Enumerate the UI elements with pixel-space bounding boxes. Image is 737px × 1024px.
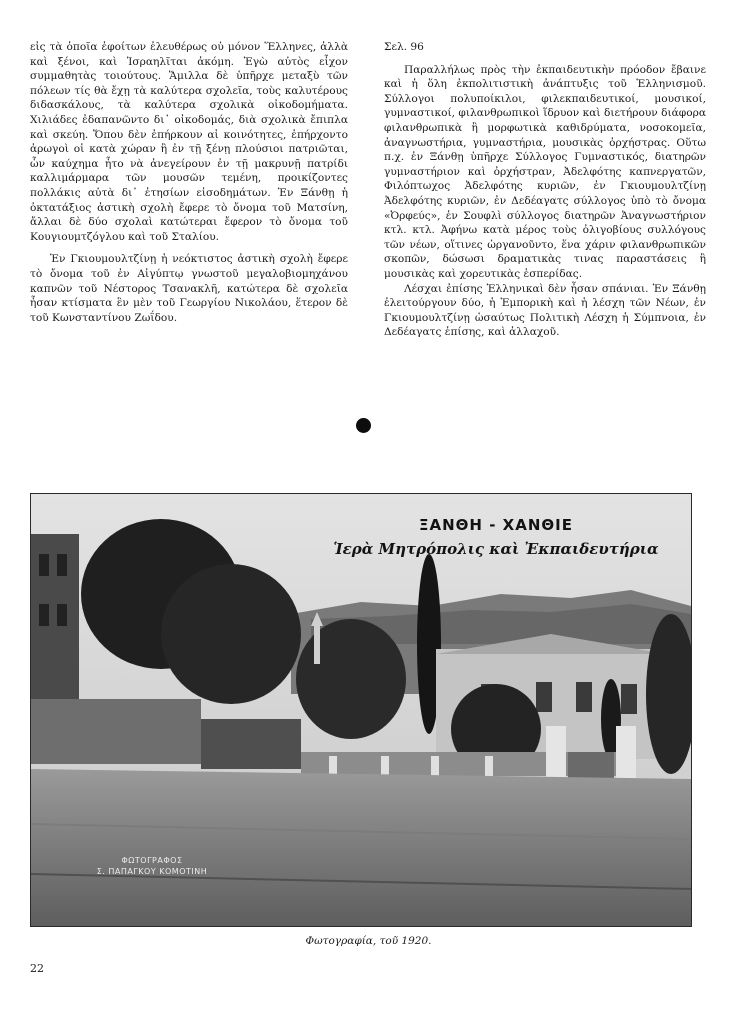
historical-photograph	[30, 493, 692, 927]
left-paragraph-2: Ἐν Γκιουμουλτζίνῃ ἡ νεόκτιστος ἀστικὴ σχολὴ ἔφερε τὸ ὄνομα τοῦ ἐν Αἰγύπτῳ γνωστοῦ μεγαλοβιομηχάνου καπνῶν τοῦ Νέστορος Τσανακλῆ, κατώτερα δὲ σχολεῖα ἦσαν κτίσματα ἓν μὲν τοῦ Γεωργίου Νικολάου, ἕτερον δὲ τοῦ Κωνσταντίνου Ζωΐδου.	[30, 253, 348, 324]
credit-line-2: Σ. ΠΑΠΑΓΚΟΥ ΚΟΜΟΤΙΝΗ	[96, 867, 208, 876]
right-column	[384, 40, 706, 340]
photo-title-line-1: ΞΑΝΘΗ - ΧΑΝΘΙΕ	[419, 516, 573, 534]
photo-title-line-2: Ἱερὰ Μητρόπολις καὶ Ἐκπαιδευτήρια	[333, 540, 659, 558]
photographer-credit	[67, 855, 237, 877]
page-reference-heading: Σελ. 96	[384, 41, 424, 53]
cobblestone-square	[31, 769, 691, 926]
left-paragraph-1: εἰς τὰ ὁποῖα ἐφοίτων ἐλευθέρως οὐ μόνον Ἕλληνες, ἀλλὰ καὶ ξένοι, καὶ Ἰσραηλῖται ἀκόμη. Ἐγὼ αὐτὸς εἶχον συμμαθητὰς τοιούτους. Ἅμιλλα δὲ ὑπῆρχε μεταξὺ τῶν πόλεων τίς θὰ ἔχῃ τὰ καλύτερα σχολεῖα, τοὺς καλυτέρους διδασκάλους, τὰ καλύτερα σχολικὰ οἰκοδομήματα. Χιλιάδες ἐδαπανῶντο δι᾽ οἰκοδομάς, διὰ σχολικὰ ἔπιπλα καὶ σκεύη. Ὅπου δὲν ἐπήρκουν αἱ κοινότητες, ἐπήρχοντο ἀρωγοὶ οἱ κατὰ χώραν ἢ ἐν τῇ ξένῃ πλούσιοι πατριῶται, ὧν καύχημα ἦτο νὰ ἀνεγείρουν ἐν τῇ μακρυνῇ πατρίδι καλλιμάρμαρα τῶν μουσῶν τεμένη, προικίζοντες πολλάκις αὐτὰ δι᾽ ἐτησίων εἰσοδημάτων. Ἐν Ξάνθῃ ἡ ὀκτατάξιος ἀστικὴ σχολὴ ἔφερε τὸ ὄνομα τοῦ Ματσίνη, ἄλλαι δὲ δύο σχολαὶ κατώτεραι ἔφερον τὸ ὄνομα τοῦ Κουγιουμτζόγλου καὶ τοῦ Σταλίου.	[30, 41, 348, 243]
page-number: 22	[30, 962, 44, 975]
right-paragraph-2: Λέσχαι ἐπίσης Ἑλληνικαὶ δὲν ἦσαν σπάνιαι. Ἐν Ξάνθῃ ἐλειτούργουν δύο, ἡ Ἐμπορικὴ καὶ ἡ λέσχη τῶν Νέων, ἐν Γκιουμουλτζίνῃ ὡσαύτως Πολιτικὴ Λέσχη ἡ Σύμπνοια, ἐν Δεδέαγατς ἐπίσης, καὶ ἀλλαχοῦ.	[384, 282, 706, 339]
photo-title	[331, 516, 661, 558]
credit-line-1: ΦΩΤΟΓΡΑΦΟΣ	[121, 856, 183, 865]
left-column	[30, 40, 348, 337]
stone-wall	[31, 699, 201, 764]
section-divider-dot	[356, 418, 371, 433]
right-paragraph-1: Παραλλήλως πρὸς τὴν ἐκπαιδευτικὴν πρόοδον ἔβαινε καὶ ἡ ὅλη ἐκπολιτιστικὴ ἀνάπτυξις τοῦ Ἑλληνισμοῦ. Σύλλογοι πολυποίκιλοι, φιλεκπαιδευτικοί, μουσικοί, γυμναστικοί, φιλανθρωπικοὶ ἵδρυον καὶ διετήρουν διάφορα φιλανθρωπικὰ ἢ μορφωτικὰ καθιδρύματα, νοσοκομεῖα, ἀναγνωστήρια, γυμναστήρια, μουσικὰς ὀρχήστρας. Οὕτω π.χ. ἐν Ξάνθῃ ὑπῆρχε Σύλλογος Γυμναστικός, διατηρῶν γυμναστήριον καὶ ὀρχήστραν, Ἀδελφότης καπνεργατῶν, Φιλόπτωχος Ἀδελφότης κυριῶν, ἐν Γκιουμουλτζίνῃ Ἀδελφότης κυριῶν, ἐν Δεδέαγατς σύλλογος ὑπὸ τὸ ὄνομα «Ὀρφεύς», ἐν Σουφλὶ σύλλογος διατηρῶν Ἀναγνωστήριον κτλ. κτλ. Ἀφήνω κατὰ μέρος τοὺς ὀλιγοβίους συλλόγους τῶν νέων, οἵτινες ὠργανοῦντο, ἕνα χάριν φιλανθρωπικῶν σκοπῶν, δώσωσι δραματικὰς τινας παραστάσεις ἢ μουσικὰς καὶ χορευτικὰς ἑσπερίδας.	[384, 63, 706, 280]
photo-caption: Φωτογραφία, τοῦ 1920.	[305, 935, 432, 947]
